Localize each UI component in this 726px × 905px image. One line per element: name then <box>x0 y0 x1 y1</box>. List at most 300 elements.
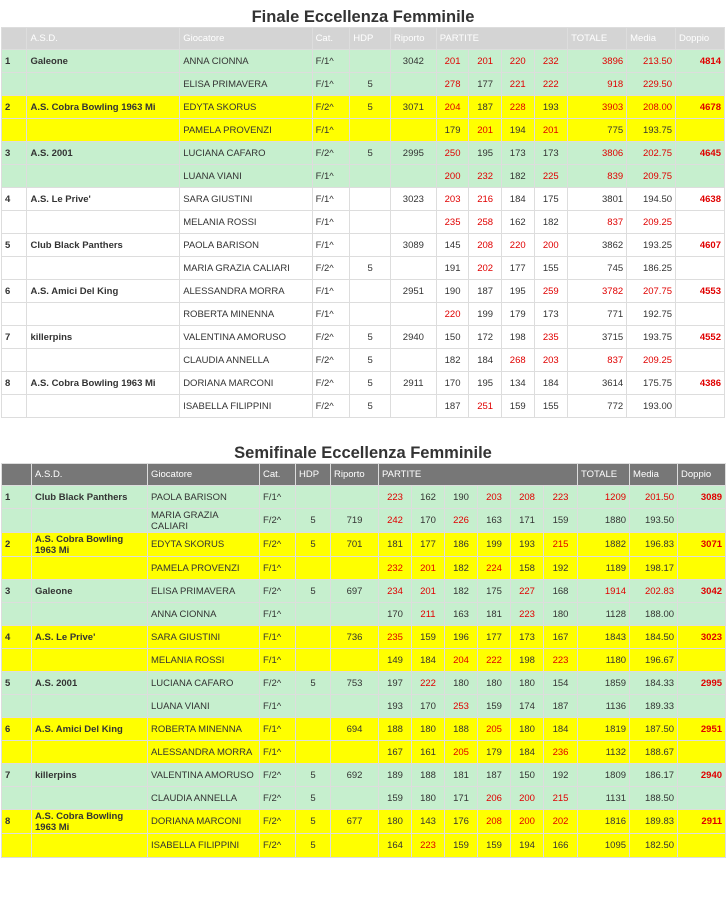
hdp-cell <box>296 603 331 626</box>
game-score-cell: 190 <box>445 486 478 509</box>
category-cell: F/1^ <box>312 234 350 257</box>
average-cell: 193.75 <box>627 119 676 142</box>
player-cell: PAMELA PROVENZI <box>180 119 312 142</box>
riporto-cell <box>390 211 436 234</box>
position-cell: 7 <box>2 326 27 349</box>
total-cell: 1819 <box>578 718 630 741</box>
riporto-cell <box>331 741 379 764</box>
game-score-cell: 211 <box>412 603 445 626</box>
riporto-cell <box>331 603 379 626</box>
game-score-cell: 235 <box>436 211 469 234</box>
player-cell: LUANA VIANI <box>148 695 260 718</box>
game-score-cell: 200 <box>511 810 544 834</box>
total-cell: 1843 <box>578 626 630 649</box>
table-row <box>2 486 726 509</box>
total-cell: 1859 <box>578 672 630 695</box>
hdp-cell: 5 <box>296 834 331 858</box>
table-row <box>2 787 726 810</box>
hdp-cell: 5 <box>350 96 391 119</box>
game-score-cell: 235 <box>534 326 568 349</box>
game-score-cell: 234 <box>379 580 412 603</box>
game-score-cell: 187 <box>469 280 502 303</box>
riporto-cell: 2951 <box>390 280 436 303</box>
category-cell: F/1^ <box>312 50 350 73</box>
total-cell: 3862 <box>568 234 627 257</box>
game-score-cell: 181 <box>379 533 412 557</box>
doppio-cell: 4607 <box>676 234 725 257</box>
team-cell: A.S. 2001 <box>32 672 148 695</box>
riporto-cell: 2995 <box>390 142 436 165</box>
player-cell: LUANA VIANI <box>180 165 312 188</box>
game-score-cell: 180 <box>412 787 445 810</box>
position-cell <box>2 211 27 234</box>
game-score-cell: 184 <box>469 349 502 372</box>
position-cell: 8 <box>2 810 32 834</box>
finale-table <box>1 27 725 418</box>
player-cell: CLAUDIA ANNELLA <box>180 349 312 372</box>
average-cell: 196.67 <box>630 649 678 672</box>
doppio-cell <box>676 73 725 96</box>
average-cell: 184.50 <box>630 626 678 649</box>
header-media: Media <box>627 28 676 50</box>
position-cell <box>2 603 32 626</box>
team-cell <box>32 741 148 764</box>
game-score-cell: 155 <box>534 257 568 280</box>
player-cell: MARIA GRAZIA CALIARI <box>180 257 312 280</box>
game-score-cell: 236 <box>544 741 578 764</box>
total-cell: 775 <box>568 119 627 142</box>
average-cell: 188.67 <box>630 741 678 764</box>
team-cell: A.S. Cobra Bowling 1963 Mi <box>32 533 148 557</box>
doppio-cell <box>678 557 726 580</box>
game-score-cell: 188 <box>412 764 445 787</box>
total-cell: 1914 <box>578 580 630 603</box>
riporto-cell <box>390 303 436 326</box>
doppio-cell: 4814 <box>676 50 725 73</box>
game-score-cell: 228 <box>501 96 534 119</box>
team-cell <box>27 349 180 372</box>
category-cell: F/1^ <box>260 486 296 509</box>
hdp-cell: 5 <box>296 533 331 557</box>
game-score-cell: 203 <box>436 188 469 211</box>
category-cell: F/2^ <box>260 810 296 834</box>
position-cell <box>2 834 32 858</box>
position-cell <box>2 73 27 96</box>
game-score-cell: 268 <box>501 349 534 372</box>
team-cell <box>32 787 148 810</box>
game-score-cell: 223 <box>511 603 544 626</box>
hdp-cell: 5 <box>296 764 331 787</box>
hdp-cell <box>296 718 331 741</box>
game-score-cell: 205 <box>445 741 478 764</box>
header-giocatore: Giocatore <box>148 464 260 486</box>
game-score-cell: 220 <box>501 50 534 73</box>
category-cell: F/1^ <box>260 695 296 718</box>
game-score-cell: 184 <box>534 372 568 395</box>
team-cell <box>27 165 180 188</box>
category-cell: F/2^ <box>312 326 350 349</box>
team-cell <box>32 557 148 580</box>
hdp-cell <box>350 188 391 211</box>
game-score-cell: 134 <box>501 372 534 395</box>
game-score-cell: 198 <box>511 649 544 672</box>
team-cell: Galeone <box>32 580 148 603</box>
position-cell <box>2 165 27 188</box>
table-row <box>2 395 725 418</box>
riporto-cell: 2940 <box>390 326 436 349</box>
category-cell: F/2^ <box>312 257 350 280</box>
category-cell: F/1^ <box>260 741 296 764</box>
game-score-cell: 224 <box>478 557 511 580</box>
table-row <box>2 810 726 834</box>
game-score-cell: 158 <box>511 557 544 580</box>
game-score-cell: 179 <box>501 303 534 326</box>
team-cell <box>27 211 180 234</box>
average-cell: 188.00 <box>630 603 678 626</box>
doppio-cell <box>678 649 726 672</box>
doppio-cell <box>676 395 725 418</box>
hdp-cell <box>296 626 331 649</box>
category-cell: F/2^ <box>260 533 296 557</box>
position-cell <box>2 119 27 142</box>
game-score-cell: 166 <box>544 834 578 858</box>
player-cell: ANNA CIONNA <box>148 603 260 626</box>
position-cell: 3 <box>2 142 27 165</box>
position-cell <box>2 395 27 418</box>
game-score-cell: 163 <box>445 603 478 626</box>
doppio-cell <box>676 303 725 326</box>
game-score-cell: 199 <box>478 533 511 557</box>
total-cell: 3715 <box>568 326 627 349</box>
header-hdp: HDP <box>296 464 331 486</box>
game-score-cell: 232 <box>534 50 568 73</box>
game-score-cell: 204 <box>445 649 478 672</box>
game-score-cell: 154 <box>544 672 578 695</box>
doppio-cell: 3071 <box>678 533 726 557</box>
game-score-cell: 232 <box>379 557 412 580</box>
team-cell: Galeone <box>27 50 180 73</box>
game-score-cell: 193 <box>511 533 544 557</box>
game-score-cell: 177 <box>469 73 502 96</box>
game-score-cell: 159 <box>379 787 412 810</box>
table-row <box>2 372 725 395</box>
category-cell: F/1^ <box>312 165 350 188</box>
position-cell <box>2 257 27 280</box>
game-score-cell: 175 <box>478 580 511 603</box>
position-cell: 5 <box>2 234 27 257</box>
riporto-cell <box>331 557 379 580</box>
game-score-cell: 205 <box>478 718 511 741</box>
riporto-cell: 694 <box>331 718 379 741</box>
total-cell: 1095 <box>578 834 630 858</box>
total-cell: 3801 <box>568 188 627 211</box>
total-cell: 1880 <box>578 509 630 533</box>
doppio-cell <box>676 119 725 142</box>
average-cell: 202.75 <box>627 142 676 165</box>
total-cell: 3896 <box>568 50 627 73</box>
position-cell: 6 <box>2 718 32 741</box>
game-score-cell: 189 <box>379 764 412 787</box>
game-score-cell: 161 <box>412 741 445 764</box>
semifinale-table <box>1 463 726 858</box>
riporto-cell: 701 <box>331 533 379 557</box>
doppio-cell <box>678 834 726 858</box>
average-cell: 208.00 <box>627 96 676 119</box>
category-cell: F/1^ <box>312 188 350 211</box>
table-row <box>2 580 726 603</box>
player-cell: LUCIANA CAFARO <box>148 672 260 695</box>
hdp-cell <box>350 165 391 188</box>
riporto-cell <box>331 695 379 718</box>
game-score-cell: 170 <box>379 603 412 626</box>
riporto-cell <box>390 257 436 280</box>
game-score-cell: 187 <box>478 764 511 787</box>
game-score-cell: 177 <box>478 626 511 649</box>
game-score-cell: 193 <box>379 695 412 718</box>
position-cell <box>2 303 27 326</box>
game-score-cell: 159 <box>412 626 445 649</box>
hdp-cell: 5 <box>350 326 391 349</box>
player-cell: MELANIA ROSSI <box>148 649 260 672</box>
average-cell: 193.25 <box>627 234 676 257</box>
hdp-cell: 5 <box>296 580 331 603</box>
team-cell: A.S. Cobra Bowling 1963 Mi <box>27 96 180 119</box>
table-row <box>2 73 725 96</box>
header-asd: A.S.D. <box>32 464 148 486</box>
game-score-cell: 162 <box>412 486 445 509</box>
position-cell: 5 <box>2 672 32 695</box>
total-cell: 771 <box>568 303 627 326</box>
game-score-cell: 149 <box>379 649 412 672</box>
doppio-cell: 3042 <box>678 580 726 603</box>
game-score-cell: 194 <box>511 834 544 858</box>
average-cell: 196.83 <box>630 533 678 557</box>
game-score-cell: 170 <box>436 372 469 395</box>
game-score-cell: 181 <box>445 764 478 787</box>
position-cell: 4 <box>2 626 32 649</box>
riporto-cell: 697 <box>331 580 379 603</box>
category-cell: F/2^ <box>312 395 350 418</box>
game-score-cell: 159 <box>478 695 511 718</box>
table-row <box>2 188 725 211</box>
game-score-cell: 235 <box>379 626 412 649</box>
game-score-cell: 201 <box>469 119 502 142</box>
game-score-cell: 223 <box>544 486 578 509</box>
header-hdp: HDP <box>350 28 391 50</box>
average-cell: 193.50 <box>630 509 678 533</box>
riporto-cell: 677 <box>331 810 379 834</box>
game-score-cell: 215 <box>544 533 578 557</box>
table-row <box>2 509 726 533</box>
average-cell: 229.50 <box>627 73 676 96</box>
game-score-cell: 180 <box>445 672 478 695</box>
team-cell <box>27 73 180 96</box>
game-score-cell: 181 <box>478 603 511 626</box>
doppio-cell: 3023 <box>678 626 726 649</box>
game-score-cell: 180 <box>544 603 578 626</box>
game-score-cell: 215 <box>544 787 578 810</box>
player-cell: PAOLA BARISON <box>180 234 312 257</box>
game-score-cell: 221 <box>501 73 534 96</box>
position-cell: 2 <box>2 533 32 557</box>
team-cell: A.S. Amici Del King <box>27 280 180 303</box>
average-cell: 192.75 <box>627 303 676 326</box>
position-cell: 8 <box>2 372 27 395</box>
header-pos <box>2 464 32 486</box>
header-riporto: Riporto <box>390 28 436 50</box>
game-score-cell: 201 <box>469 50 502 73</box>
team-cell <box>27 257 180 280</box>
game-score-cell: 259 <box>534 280 568 303</box>
game-score-cell: 201 <box>436 50 469 73</box>
team-cell <box>27 119 180 142</box>
header-giocatore: Giocatore <box>180 28 312 50</box>
game-score-cell: 173 <box>534 142 568 165</box>
average-cell: 189.33 <box>630 695 678 718</box>
average-cell: 193.75 <box>627 326 676 349</box>
riporto-cell <box>390 119 436 142</box>
game-score-cell: 187 <box>544 695 578 718</box>
game-score-cell: 220 <box>501 234 534 257</box>
category-cell: F/1^ <box>260 603 296 626</box>
player-cell: PAMELA PROVENZI <box>148 557 260 580</box>
player-cell: ROBERTA MINENNA <box>148 718 260 741</box>
game-score-cell: 242 <box>379 509 412 533</box>
player-cell: ELISA PRIMAVERA <box>148 580 260 603</box>
average-cell: 193.00 <box>627 395 676 418</box>
table-row <box>2 303 725 326</box>
total-cell: 839 <box>568 165 627 188</box>
total-cell: 837 <box>568 349 627 372</box>
average-cell: 184.33 <box>630 672 678 695</box>
header-media: Media <box>630 464 678 486</box>
riporto-cell: 736 <box>331 626 379 649</box>
position-cell: 3 <box>2 580 32 603</box>
game-score-cell: 195 <box>469 142 502 165</box>
game-score-cell: 145 <box>436 234 469 257</box>
team-cell: A.S. Le Prive' <box>27 188 180 211</box>
game-score-cell: 180 <box>412 718 445 741</box>
player-cell: VALENTINA AMORUSO <box>148 764 260 787</box>
hdp-cell <box>350 119 391 142</box>
game-score-cell: 177 <box>501 257 534 280</box>
team-cell: A.S. 2001 <box>27 142 180 165</box>
game-score-cell: 184 <box>544 718 578 741</box>
table-row <box>2 626 726 649</box>
position-cell: 2 <box>2 96 27 119</box>
average-cell: 198.17 <box>630 557 678 580</box>
table-row <box>2 326 725 349</box>
riporto-cell: 3089 <box>390 234 436 257</box>
hdp-cell: 5 <box>296 672 331 695</box>
game-score-cell: 216 <box>469 188 502 211</box>
doppio-cell <box>676 165 725 188</box>
hdp-cell <box>296 557 331 580</box>
game-score-cell: 253 <box>445 695 478 718</box>
team-cell: A.S. Le Prive' <box>32 626 148 649</box>
doppio-cell: 2995 <box>678 672 726 695</box>
game-score-cell: 232 <box>469 165 502 188</box>
doppio-cell: 2951 <box>678 718 726 741</box>
game-score-cell: 204 <box>436 96 469 119</box>
table-row <box>2 718 726 741</box>
table-row <box>2 50 725 73</box>
team-cell: killerpins <box>27 326 180 349</box>
game-score-cell: 194 <box>501 119 534 142</box>
total-cell: 3806 <box>568 142 627 165</box>
position-cell: 6 <box>2 280 27 303</box>
category-cell: F/2^ <box>260 672 296 695</box>
game-score-cell: 200 <box>534 234 568 257</box>
team-cell <box>32 509 148 533</box>
header-doppio: Doppio <box>678 464 726 486</box>
game-score-cell: 251 <box>469 395 502 418</box>
riporto-cell <box>331 834 379 858</box>
game-score-cell: 223 <box>544 649 578 672</box>
total-cell: 1136 <box>578 695 630 718</box>
team-cell <box>32 603 148 626</box>
game-score-cell: 197 <box>379 672 412 695</box>
player-cell: EDYTA SKORUS <box>180 96 312 119</box>
category-cell: F/1^ <box>312 280 350 303</box>
game-score-cell: 222 <box>534 73 568 96</box>
game-score-cell: 191 <box>436 257 469 280</box>
riporto-cell <box>331 486 379 509</box>
riporto-cell: 3023 <box>390 188 436 211</box>
average-cell: 207.75 <box>627 280 676 303</box>
hdp-cell: 5 <box>350 372 391 395</box>
hdp-cell <box>350 234 391 257</box>
doppio-cell: 4386 <box>676 372 725 395</box>
riporto-cell <box>390 73 436 96</box>
game-score-cell: 226 <box>445 509 478 533</box>
game-score-cell: 258 <box>469 211 502 234</box>
header-partite: PARTITE <box>379 464 578 486</box>
riporto-cell <box>331 787 379 810</box>
header-asd: A.S.D. <box>27 28 180 50</box>
game-score-cell: 159 <box>544 509 578 533</box>
average-cell: 209.75 <box>627 165 676 188</box>
table-row <box>2 649 726 672</box>
table-row <box>2 280 725 303</box>
total-cell: 837 <box>568 211 627 234</box>
game-score-cell: 173 <box>534 303 568 326</box>
team-cell: killerpins <box>32 764 148 787</box>
hdp-cell <box>296 741 331 764</box>
total-cell: 918 <box>568 73 627 96</box>
game-score-cell: 208 <box>478 810 511 834</box>
player-cell: VALENTINA AMORUSO <box>180 326 312 349</box>
game-score-cell: 182 <box>501 165 534 188</box>
total-cell: 1132 <box>578 741 630 764</box>
game-score-cell: 202 <box>544 810 578 834</box>
game-score-cell: 167 <box>379 741 412 764</box>
game-score-cell: 182 <box>534 211 568 234</box>
player-cell: MARIA GRAZIA CALIARI <box>148 509 260 533</box>
player-cell: SARA GIUSTINI <box>148 626 260 649</box>
team-cell <box>32 695 148 718</box>
average-cell: 209.25 <box>627 349 676 372</box>
doppio-cell <box>678 787 726 810</box>
game-score-cell: 170 <box>412 695 445 718</box>
doppio-cell: 2911 <box>678 810 726 834</box>
table-row <box>2 234 725 257</box>
doppio-cell <box>676 257 725 280</box>
game-score-cell: 186 <box>445 533 478 557</box>
average-cell: 189.83 <box>630 810 678 834</box>
game-score-cell: 143 <box>412 810 445 834</box>
game-score-cell: 193 <box>534 96 568 119</box>
